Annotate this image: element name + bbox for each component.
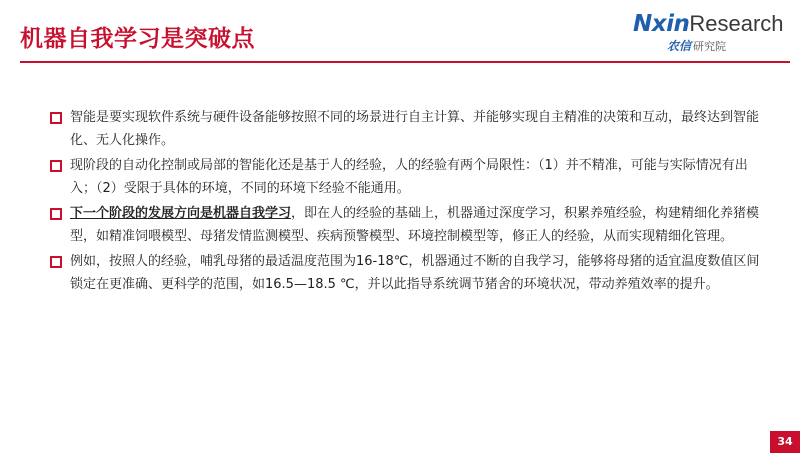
square-bullet-icon: [50, 160, 62, 172]
bullet-text: 例如，按照人的经验，哺乳母猪的最适温度范围为16-18℃，机器通过不断的自我学习，能够将母猪的适宜温度数值区间锁定在更准确、更科学的范围，如16.5—18.5 ℃，并以此指导系统调节猪舍的环境状况，带动养殖效率的提升。: [70, 254, 760, 292]
logo-cn-institute: 研究院: [693, 40, 727, 53]
square-bullet-icon: [50, 256, 62, 268]
logo-cn-brand: 农信: [667, 39, 692, 53]
bullet-text: 智能是要实现软件系统与硬件设备能够按照不同的场景进行自主计算、并能够实现自主精准的决策和互动，最终达到智能化、无人化操作。: [70, 110, 760, 148]
bullet-item: [50, 154, 762, 200]
logo-wordmark: [633, 10, 784, 40]
bullet-text: ，即在人的经验的基础上，机器通过深度学习，积累养殖经验，构建精细化养猪模型，如精准饲喂模型、母猪发情监测模型、疾病预警模型、环境控制模型等，修正人的经验，从而实现精细化管理。: [70, 206, 760, 244]
bullet-list: [50, 106, 762, 298]
bullet-item: [50, 250, 762, 296]
bullet-item: [50, 106, 762, 152]
bullet-highlight: 下一个阶段的发展方向是机器自我学习: [70, 206, 292, 221]
title-divider: [20, 61, 790, 63]
square-bullet-icon: [50, 112, 62, 124]
bullet-text: 现阶段的自动化控制或局部的智能化还是基于人的经验，人的经验有两个局限性：（1）并不精准，可能与实际情况有出入；（2）受限于具体的环境，不同的环境下经验不能通用。: [70, 158, 748, 196]
page-number: 34: [770, 431, 800, 453]
logo-mark: Nxin: [633, 11, 690, 37]
logo-cn: [667, 37, 726, 55]
nxin-research-logo: [633, 10, 793, 56]
square-bullet-icon: [50, 208, 62, 220]
slide-title: 机器自我学习是突破点: [20, 26, 255, 52]
bullet-item: [50, 202, 762, 248]
logo-word: Research: [689, 11, 784, 36]
